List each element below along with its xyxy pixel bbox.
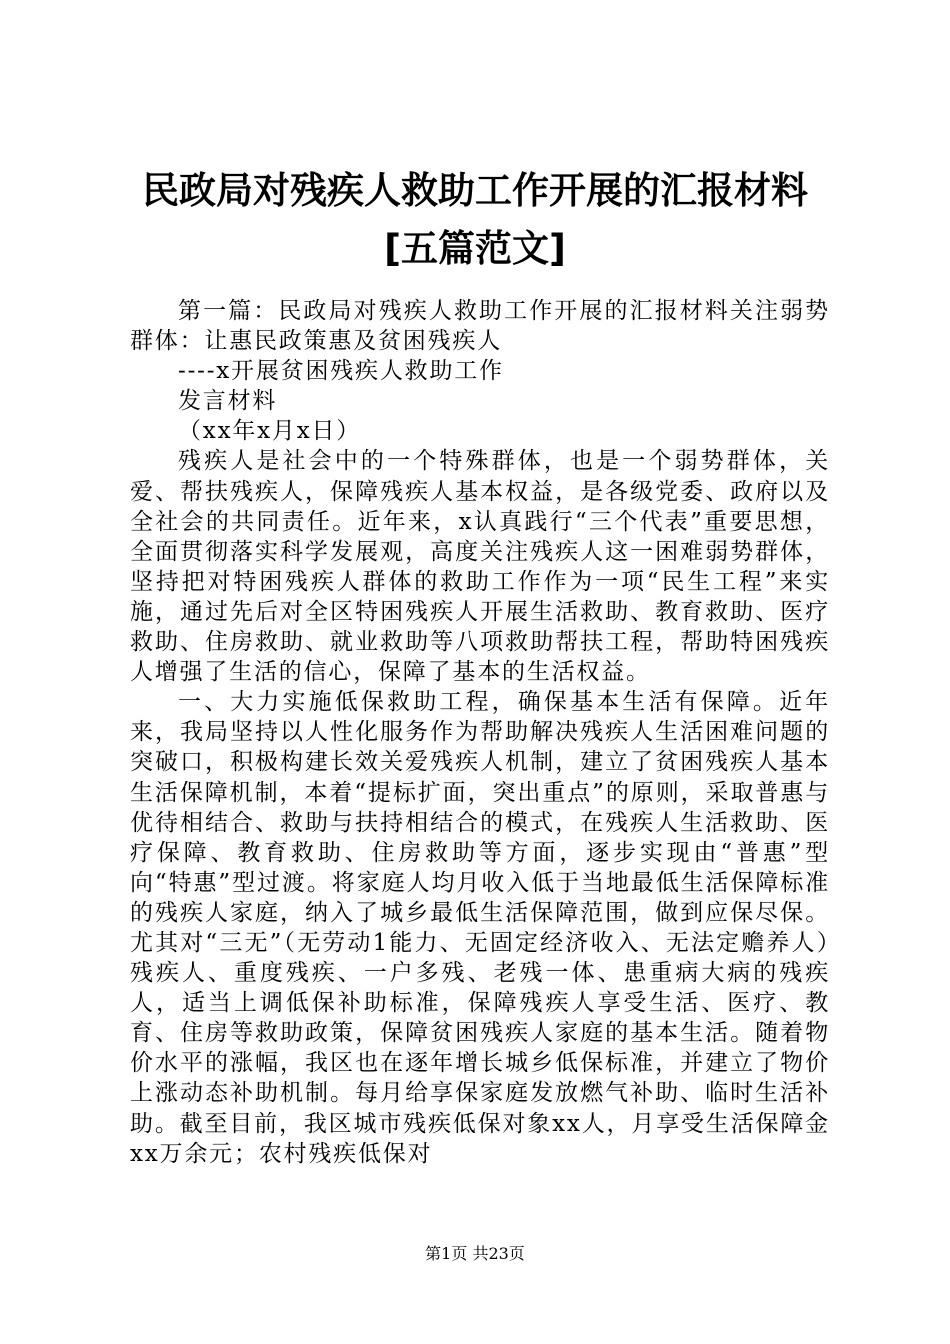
paragraph-subtitle: ----x开展贫困残疾人救助工作 (178, 358, 504, 385)
paragraph-section-one: 一、大力实施低保救助工程，确保基本生活有保障。近年来，我局坚持以人性化服务作为帮助解决残疾人生活困难问题的突破口，积极构建长效关爱残疾人机制，建立了贫困残疾人基本生活保障机制，本着“提标扩面，突出重点”的原则，采取普惠与优待相结合、救助与扶持相结合的模式，在残疾人生活救助、医疗保障、教育救助、住房救助等方面，逐步实现由“普惠”型向“特惠”型过渡。将家庭人均月收入低于当地最低生活保障标准的残疾人家庭，纳入了城乡最低生活保障范围，做到应保尽保。尤其对“三无”（无劳动1能力、无固定经济收入、无法定赡养人）残疾人、重度残疾、一户多残、老残一体、患重病大病的残疾人，适当上调低保补助标准，保障残疾人享受生活、医疗、教育、住房等救助政策，保障贫困残疾人家庭的基本生活。随着物价水平的涨幅，我区也在逐年增长城乡低保标准，并建立了物价上涨动态补助机制。每月给享保家庭发放燃气补助、临时生活补助。截至目前，我区城市残疾低保对象xx人，月享受生活保障金xx万余元；农村残疾低保对 (130, 689, 830, 1167)
paragraph-heading: 第一篇：民政局对残疾人救助工作开展的汇报材料关注弱势群体：让惠民政策惠及贫困残疾人 (130, 298, 830, 355)
page-number-footer: 第1页 共23页 (425, 1244, 525, 1263)
paragraph-intro: 残疾人是社会中的一个特殊群体，也是一个弱势群体，关爱、帮扶残疾人，保障残疾人基本权益，是各级党委、政府以及全社会的共同责任。近年来，x认真践行“三个代表”重要思想，全面贯彻落实科学发展观，高度关注残疾人这一困难弱势群体，坚持把对特困残疾人群体的救助工作作为一项“民生工程”来实施，通过先后对全区特困残疾人开展生活救助、教育救助、医疗救助、住房救助、就业救助等八项救助帮扶工程，帮助特困残疾人增强了生活的信心，保障了基本的生活权益。 (130, 448, 830, 686)
paragraph-speech-label: 发言材料 (178, 388, 278, 415)
document-body (130, 296, 830, 1169)
document-title: 民政局对残疾人救助工作开展的汇报材料[五篇范文] (142, 169, 808, 270)
paragraph-date: （xx年x月x日） (178, 418, 362, 445)
